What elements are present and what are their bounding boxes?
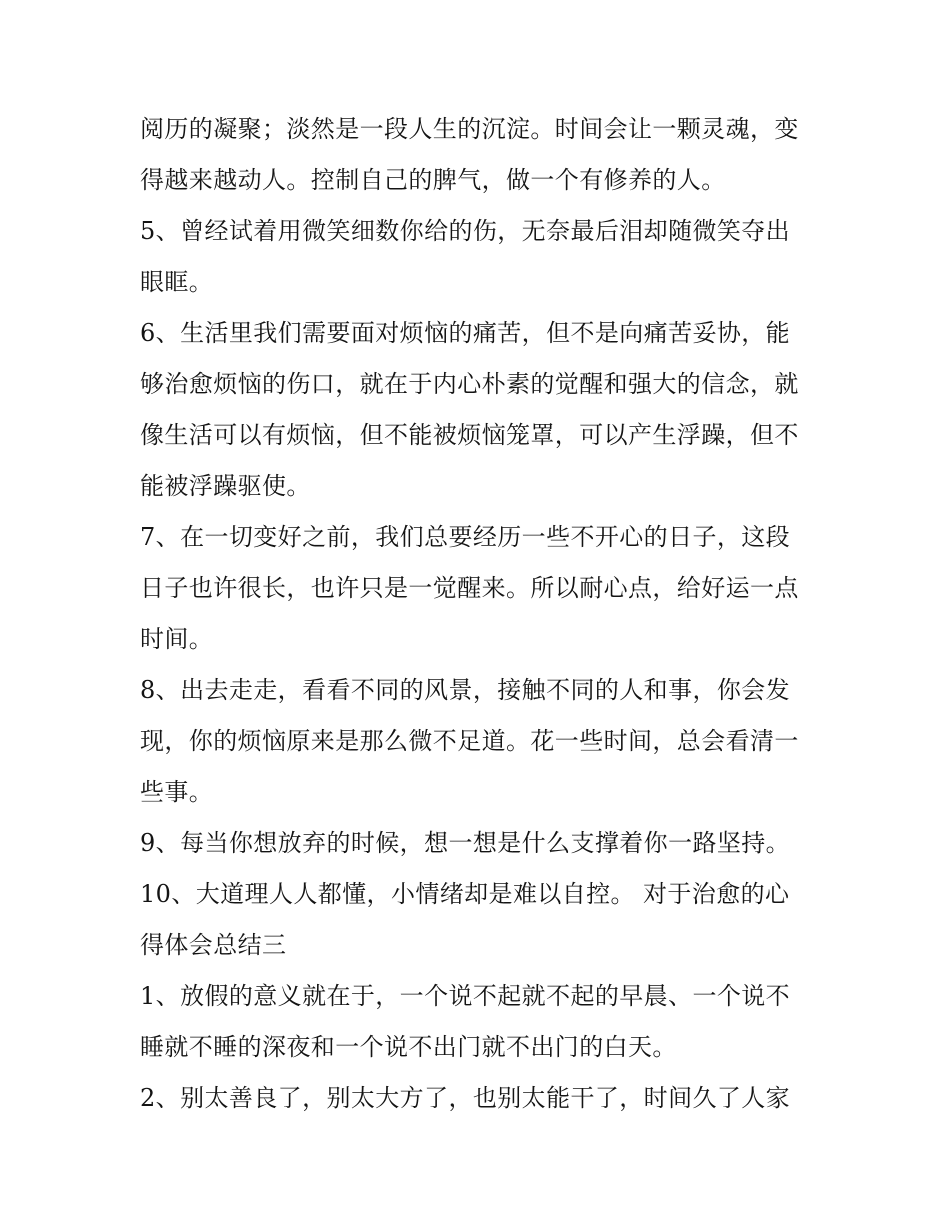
text-line: 9、每当你想放弃的时候，想一想是什么支撑着你一路坚持。 <box>140 829 791 857</box>
text-line: 8、出去走走，看看不同的风景，接触不同的人和事，你会发 <box>140 676 791 704</box>
text-line: 现，你的烦恼原来是那么微不足道。花一些时间，总会看清一 <box>140 727 799 755</box>
text-line: 像生活可以有烦恼，但不能被烦恼笼罩，可以产生浮躁，但不 <box>140 421 799 449</box>
text-line: 眼眶。 <box>140 268 214 296</box>
text-line: 5、曾经试着用微笑细数你给的伤，无奈最后泪却随微笑夺出 <box>140 217 791 245</box>
text-line: 些事。 <box>140 778 214 806</box>
text-line: 6、生活里我们需要面对烦恼的痛苦，但不是向痛苦妥协，能 <box>140 319 791 347</box>
text-line: 2、别太善良了，别太大方了，也别太能干了，时间久了人家 <box>140 1084 791 1112</box>
text-line: 得体会总结三 <box>140 931 287 959</box>
text-line: 10、大道理人人都懂，小情绪却是难以自控。 对于治愈的心 <box>140 880 790 908</box>
text-line: 够治愈烦恼的伤口，就在于内心朴素的觉醒和强大的信念，就 <box>140 370 799 398</box>
text-line: 阅历的凝聚；淡然是一段人生的沉淀。时间会让一颗灵魂，变 <box>140 115 799 143</box>
text-line: 时间。 <box>140 625 214 653</box>
text-line: 日子也许很长，也许只是一觉醒来。所以耐心点，给好运一点 <box>140 574 799 602</box>
text-line: 得越来越动人。控制自己的脾气，做一个有修养的人。 <box>140 166 726 194</box>
text-line: 能被浮躁驱使。 <box>140 472 311 500</box>
text-line: 睡就不睡的深夜和一个说不出门就不出门的白天。 <box>140 1033 677 1061</box>
body-text <box>140 104 820 1124</box>
text-line: 1、放假的意义就在于，一个说不起就不起的早晨、一个说不 <box>140 982 791 1010</box>
text-line: 7、在一切变好之前，我们总要经历一些不开心的日子，这段 <box>140 523 791 551</box>
